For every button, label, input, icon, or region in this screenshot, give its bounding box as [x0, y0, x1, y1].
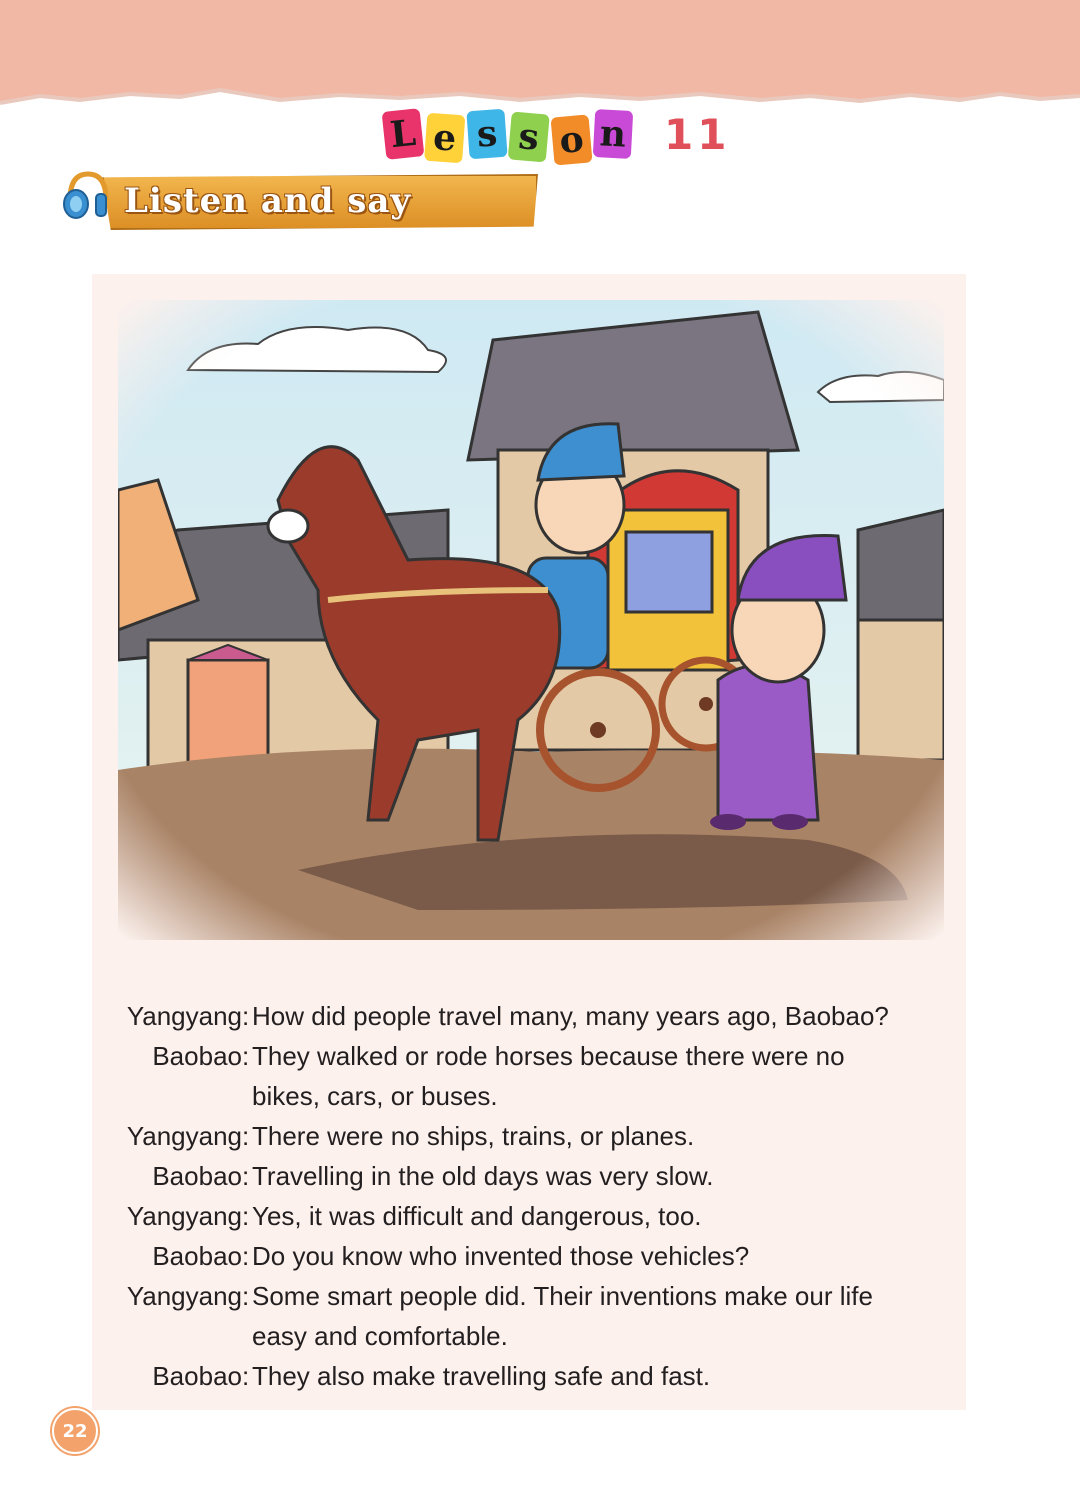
dialogue-text: bikes, cars, or buses. [252, 1081, 498, 1111]
headphone-icon [62, 166, 112, 226]
dialogue-line: Yangyang : How did people travel many, many years ago, Baobao? [102, 996, 962, 1036]
lesson-letter-tile: s [508, 111, 550, 162]
dialogue-text: They also make travelling safe and fast. [252, 1361, 711, 1391]
speaker-name [102, 1076, 242, 1116]
speaker-name: Baobao [152, 1041, 242, 1071]
speaker-name: Baobao [152, 1161, 242, 1191]
speaker-name: Yangyang [126, 1281, 242, 1311]
dialogue-text: Do you know who invented those vehicles? [252, 1241, 750, 1271]
dialogue-line: Baobao : Travelling in the old days was very slow. [102, 1156, 962, 1196]
dialogue-line: Yangyang : Yes, it was difficult and dangerous, too. [102, 1196, 962, 1236]
speaker-name [102, 1316, 242, 1356]
dialogue-text: Yes, it was difficult and dangerous, too. [252, 1201, 702, 1231]
dialogue-line-continuation [102, 1316, 962, 1356]
lesson-title [384, 104, 730, 164]
horse-carriage-illustration [118, 300, 944, 940]
dialogue [102, 996, 962, 1396]
lesson-number: 11 [664, 109, 731, 159]
dialogue-text: Travelling in the old days was very slow. [252, 1161, 714, 1191]
dialogue-line: Baobao : They walked or rode horses because there were no [102, 1036, 962, 1076]
dialogue-line-continuation [102, 1076, 962, 1116]
speaker-name: Baobao [152, 1241, 242, 1271]
speaker-name: Baobao [152, 1361, 242, 1391]
header-band [0, 0, 1080, 112]
speaker-name: Yangyang [126, 1001, 242, 1031]
speaker-name: Yangyang [126, 1121, 242, 1151]
dialogue-text: How did people travel many, many years ago, Baobao? [252, 1001, 889, 1031]
lesson-letter-tiles [384, 110, 636, 162]
dialogue-text: There were no ships, trains, or planes. [252, 1121, 695, 1151]
dialogue-text: easy and comfortable. [252, 1321, 508, 1351]
dialogue-text: They walked or rode horses because there were no [252, 1041, 845, 1071]
section-banner [62, 166, 482, 234]
lesson-letter-tile: e [424, 113, 465, 164]
speaker-name: Yangyang [126, 1201, 242, 1231]
section-title: Listen and say [124, 181, 412, 221]
lesson-letter-tile: L [382, 108, 425, 160]
dialogue-text: Some smart people did. Their inventions make our life [252, 1281, 873, 1311]
lesson-letter-tile: s [466, 109, 507, 160]
page-number-badge: 22 [52, 1408, 98, 1454]
dialogue-line: Yangyang : Some smart people did. Their inventions make our life [102, 1276, 962, 1316]
lesson-letter-tile: n [593, 109, 633, 159]
lesson-letter-tile: o [551, 114, 593, 165]
dialogue-line: Baobao : They also make travelling safe and fast. [102, 1356, 962, 1396]
dialogue-line: Yangyang : There were no ships, trains, or planes. [102, 1116, 962, 1156]
dialogue-line: Baobao : Do you know who invented those vehicles? [102, 1236, 962, 1276]
